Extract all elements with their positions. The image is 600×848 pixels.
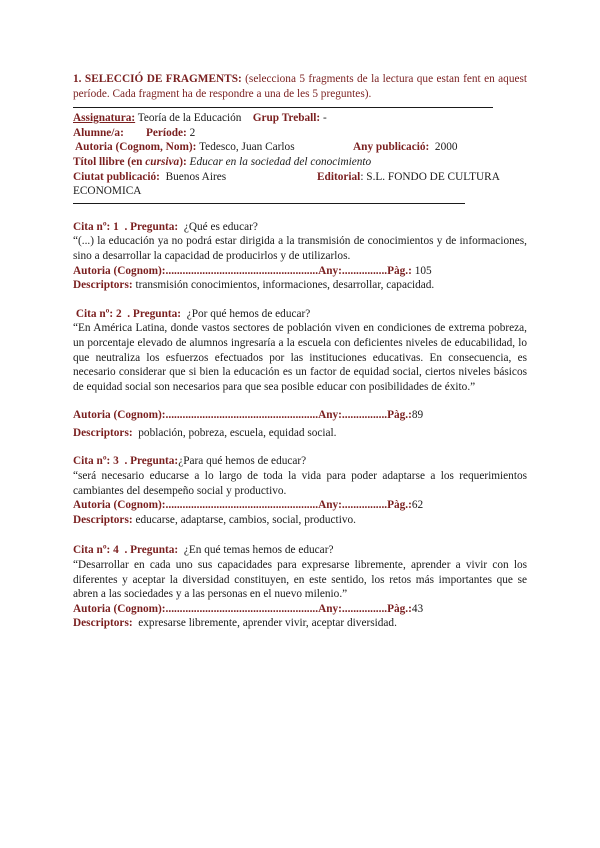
cita-3-autoria-label: Autoria (Cognom):......................................................Any:................Pàg.: [73, 499, 412, 512]
meta-row-titol [73, 155, 527, 170]
editorial-value: S.L. FONDO DE CULTURA [366, 170, 500, 183]
cita-4 [73, 543, 527, 631]
grup-value: - [323, 112, 327, 125]
periode-value: 2 [189, 126, 196, 139]
cita-4-descriptors-value: expresarse libremente, aprender vivir, aceptar diversidad. [138, 617, 397, 630]
titol-value: Educar en la sociedad del conocimiento [189, 155, 372, 168]
cita-4-page: 43 [411, 602, 424, 615]
section-note: (selecciona 5 fragments de la lectura que estan fent en aquest període. Cada fragment ha de respondre a una de les 5 preguntes). [73, 73, 528, 100]
section-heading [73, 72, 527, 101]
cita-3-autoria [73, 498, 527, 513]
cita-3-label: Cita nº: 3 [73, 455, 119, 468]
ciutat-group [73, 170, 226, 185]
header-divider-top [73, 107, 493, 108]
cita-1-page: 105 [414, 264, 432, 277]
titol-label: Títol llibre (en cursiva): [73, 155, 187, 168]
cita-3-descriptors-label: Descriptors: [73, 513, 133, 526]
cita-1-autoria [73, 264, 527, 279]
cita-1-descriptors [73, 278, 527, 293]
cita-4-quote: “Desarrollar en cada uno sus capacidades para expresarse libremente, aprender a vivir con los diferentes y aceptar la diversidad constituyen, en este sentido, los retos más importantes que se abren a las sociedades y a las personas en el nuevo milenio.” [73, 559, 527, 601]
cita-1-quote: “(...) la educación ya no podrá estar dirigida a la transmisión de conocimientos y de informaciones, sino a desarrollar la capacidad de producirlos y de utilizarlos. [73, 235, 527, 262]
cita-1 [73, 220, 527, 293]
cita-2-descriptors-label: Descriptors: [73, 426, 133, 439]
cita-4-pregunta: ¿En qué temas hemos de educar? [183, 544, 334, 557]
section-number: 1. [73, 73, 82, 85]
meta-row-alumne [73, 126, 527, 141]
cita-4-label: Cita nº: 4 [73, 544, 119, 557]
periode-label: Període: [146, 126, 187, 139]
cita-3-pregunta: ¿Para qué hemos de educar? [178, 455, 307, 468]
assignatura-label: Assignatura: [73, 112, 136, 125]
cita-1-pregunta-label: . Pregunta: [124, 220, 179, 233]
grup-label: Grup Treball: [252, 112, 321, 125]
meta-row-assignatura [73, 111, 527, 126]
cita-3 [73, 454, 527, 527]
cita-2-label: Cita nº: 2 [75, 307, 122, 320]
cita-3-page: 62 [411, 499, 424, 512]
cita-4-autoria [73, 602, 527, 617]
cita-3-descriptors [73, 513, 527, 528]
ciutat-value: Buenos Aires [165, 170, 227, 183]
ciutat-label: Ciutat publicació: [73, 170, 160, 183]
cita-2-pregunta-label: . Pregunta: [127, 307, 182, 320]
header-divider-bottom [73, 203, 465, 204]
cita-4-descriptors [73, 616, 527, 631]
editorial-group: Editorial: S.L. FONDO DE CULTURA [317, 170, 500, 183]
cita-1-pregunta: ¿Qué es educar? [183, 220, 258, 233]
cita-3-pregunta-label: . Pregunta: [124, 455, 179, 468]
editorial-value-cont: ECONOMICA [73, 185, 142, 198]
cita-4-autoria-label: Autoria (Cognom):......................................................Any:................Pàg.: [73, 602, 412, 615]
cita-2-page: 89 [411, 409, 424, 422]
cita-2-autoria-label: Autoria (Cognom):......................................................Any:................Pàg.: [73, 409, 412, 422]
cita-1-autoria-label: Autoria (Cognom):......................................................Any:................Pàg.: [73, 264, 412, 277]
cita-2-pregunta: ¿Por qué hemos de educar? [186, 307, 311, 320]
cita-1-descriptors-value: transmisión conocimientos, informaciones, desarrollar, capacidad. [135, 279, 435, 292]
meta-row-autoria [73, 140, 527, 155]
autoria-group [75, 140, 295, 155]
meta-row-ciutat [73, 170, 527, 185]
cita-2-descriptors [73, 426, 527, 441]
periode-group [146, 126, 195, 141]
meta-row-editorial-cont [73, 184, 527, 199]
alumne-label: Alumne/a: [73, 126, 124, 139]
cita-1-descriptors-label: Descriptors: [73, 279, 133, 292]
cita-1-header [73, 220, 527, 235]
cita-2 [73, 307, 527, 441]
editorial-label: Editorial [317, 170, 361, 183]
autoria-label: Autoria (Cognom, Nom): [75, 141, 197, 154]
cita-4-pregunta-label: . Pregunta: [124, 544, 179, 557]
any-group [353, 140, 458, 155]
cita-2-descriptors-value: población, pobreza, escuela, equidad social. [138, 426, 337, 439]
assignatura-value: Teoría de la Educación [137, 112, 242, 125]
metadata-block [73, 111, 527, 199]
any-label: Any publicació: [353, 141, 430, 154]
cita-3-descriptors-value: educarse, adaptarse, cambios, social, productivo. [135, 513, 356, 526]
section-title: SELECCIÓ DE FRAGMENTS: [84, 73, 242, 85]
cita-3-quote: “será necesario educarse a lo largo de toda la vida para poder adaptarse a los requerimientos cambiantes del desempeño social y productivo. [73, 470, 527, 497]
cita-4-descriptors-label: Descriptors: [73, 617, 133, 630]
any-value: 2000 [434, 141, 458, 154]
document-content [73, 72, 527, 631]
cita-2-quote: “En América Latina, donde vastos sectores de población viven en condiciones de extrema pobreza, un porcentaje elevado de alumnos ingresaría a la escuela con deficientes niveles de educabilidad, lo que neutraliza los esfuerzos efectuados por las instituciones educativas. En consecuencia, es necesario considerar que si bien la educación es un factor de equidad social, ciertos niveles básicos de equidad social son necesarios para que sea posible educar con posibilidades de éxito.” [73, 322, 527, 393]
cita-2-autoria [73, 408, 527, 423]
cita-2-header [73, 307, 527, 322]
cita-3-header [73, 454, 527, 469]
autoria-value: Tedesco, Juan Carlos [199, 141, 295, 154]
cita-1-label: Cita nº: 1 [73, 220, 119, 233]
cita-4-header [73, 543, 527, 558]
